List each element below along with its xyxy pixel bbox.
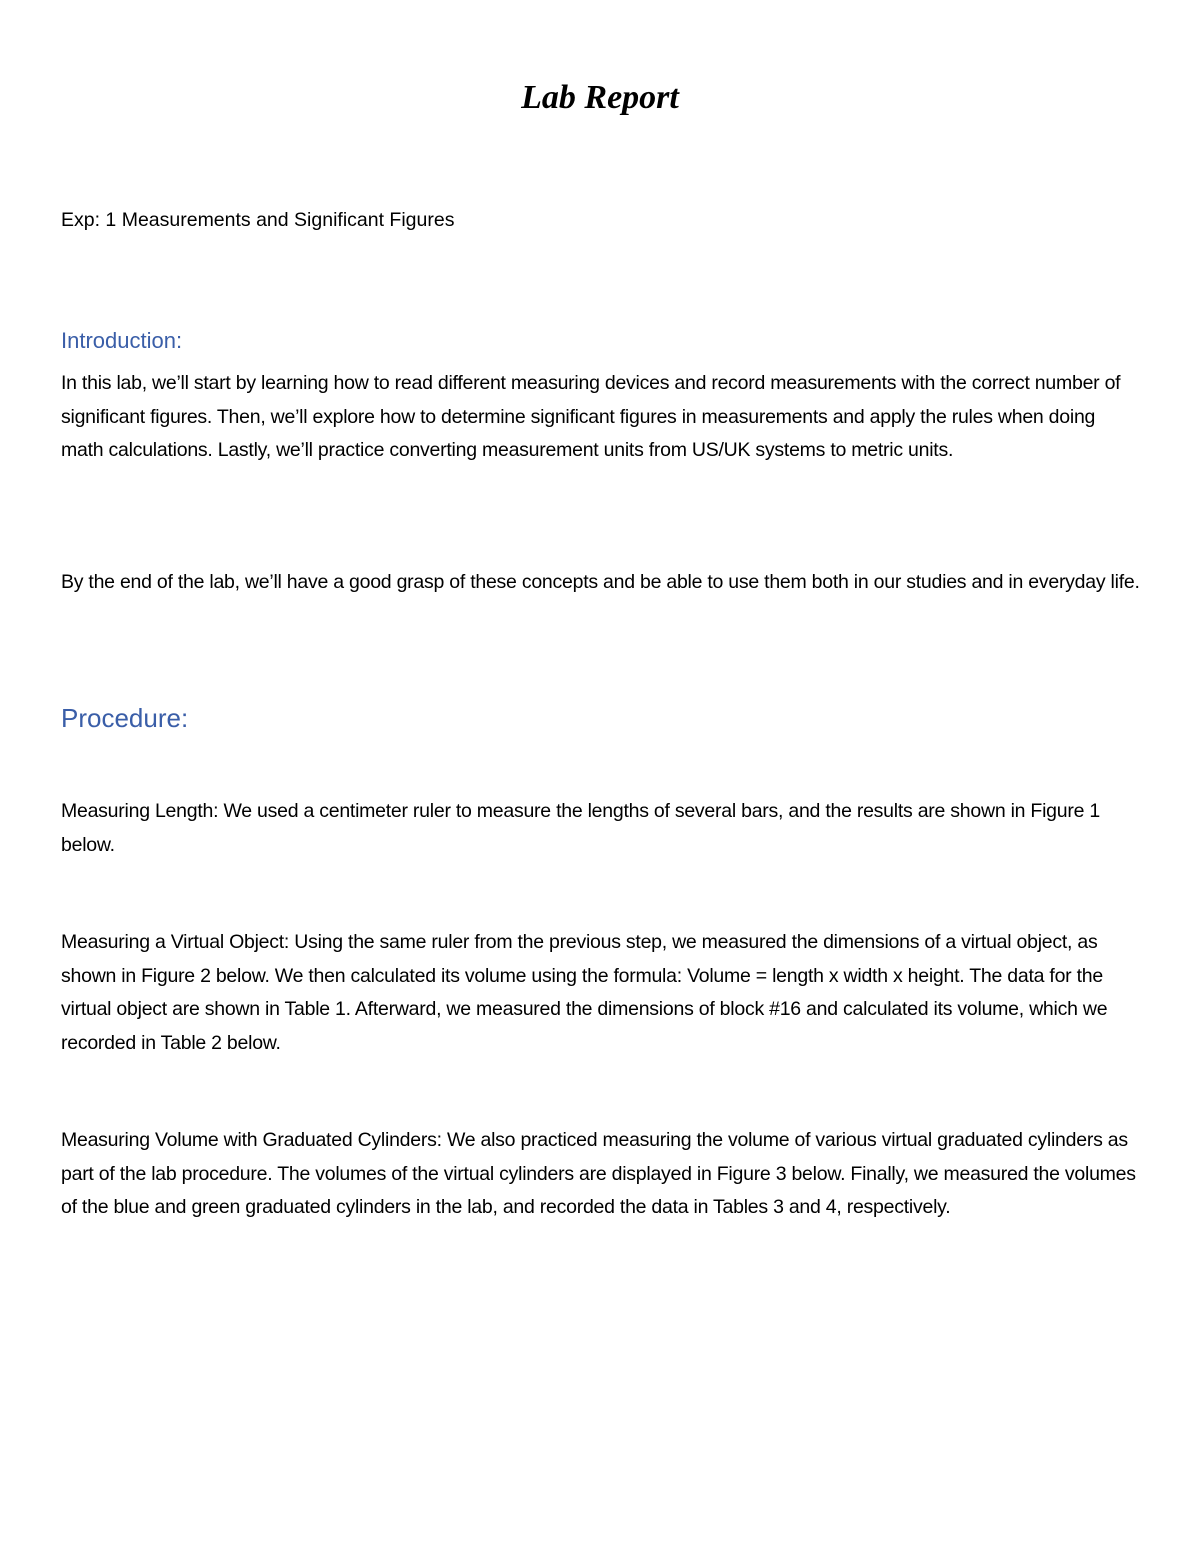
procedure-paragraph-length: Measuring Length: We used a centimeter ruler to measure the lengths of several bars, and the results are shown in Figure 1 below. — [61, 800, 1100, 856]
procedure-paragraph-virtual-object: Measuring a Virtual Object: Using the same ruler from the previous step, we measured the dimensions of a virtual object, as shown in Figure 2 below. We then calculated its volume using the formula: Volume = length x width x height. The data for the virtual object are shown in Table 1. Afterward, we measured the dimensions of block #16 and calculated its volume, which we recorded in Table 2 below. — [61, 931, 1108, 1054]
procedure-paragraph-volume: Measuring Volume with Graduated Cylinders: We also practiced measuring the volume of various virtual graduated cylinders as part of the lab procedure. The volumes of the virtual cylinders are displayed in Figure 3 below. Finally, we measured the volumes of the blue and green graduated cylinders in the lab, and recorded the data in Tables 3 and 4, respectively. — [61, 1129, 1136, 1218]
experiment-title: Exp: 1 Measurements and Significant Figures — [61, 209, 455, 231]
procedure-heading: Procedure: — [61, 703, 189, 733]
introduction-paragraph: In this lab, we’ll start by learning how to read different measuring devices and record measurements with the correct number of significant figures. Then, we’ll explore how to determine significant figures in measurements and apply the rules when doing math calculations. Lastly, we’ll practice converting measurement units from US/UK systems to metric units. — [61, 372, 1121, 461]
introduction-paragraph: By the end of the lab, we’ll have a good grasp of these concepts and be able to use them both in our studies and in everyday life. — [61, 571, 1140, 593]
introduction-heading: Introduction: — [61, 328, 183, 353]
report-title: Lab Report — [521, 79, 679, 116]
